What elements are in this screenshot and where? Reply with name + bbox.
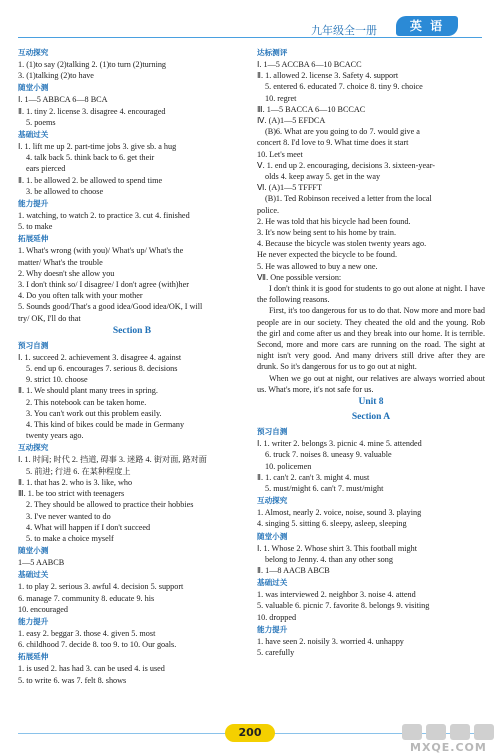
answer-line: Ⅱ. 1. tiny 2. license 3. disagree 4. encouraged: [18, 106, 166, 116]
answer-line: Ⅶ. One possible version:: [257, 272, 342, 282]
answer-line: ears pierced: [26, 164, 66, 174]
answer-line: 5. to make: [18, 222, 53, 232]
answer-line: 2. They should be allowed to practice their hobbies: [26, 500, 194, 510]
answer-line: 1. was interviewed 2. neighbor 3. noise 4. attend: [257, 590, 416, 600]
answer-line: Ⅰ. 1. lift me up 2. part-time jobs 3. give sb. a hug: [18, 142, 177, 152]
answer-line: try/ OK, I'll do that: [18, 313, 81, 323]
answer-line: Ⅰ. 1—5 ACCBA 6—10 BCACC: [257, 60, 362, 69]
answer-line: 1. have seen 2. noisily 3. worried 4. unhappy: [257, 636, 404, 646]
answer-line: Ⅱ. 1. can't 2. can't 3. might 4. must: [257, 472, 370, 482]
answer-line: 10. encouraged: [18, 604, 69, 614]
section-label: 能力提升: [257, 624, 288, 634]
answer-line: Ⅰ. 1—5 ABBCA 6—8 BCA: [18, 95, 108, 105]
answer-line: 6. truck 7. noises 8. uneasy 9. valuable: [265, 450, 392, 460]
answer-line: Ⅱ. 1. We should plant many trees in spring.: [18, 386, 158, 396]
section-label: 基础过关: [18, 570, 49, 580]
book-title: 九年级全一册: [311, 24, 377, 37]
answer-line: 2. This notebook can be taken home.: [26, 397, 147, 407]
answer-line: 4. Do you often talk with your mother: [18, 291, 143, 301]
answer-line: 2. He was told that his bicycle had been found.: [257, 216, 411, 226]
answer-line: 1. Almost, nearly 2. voice, noise, sound 3. playing: [257, 508, 422, 518]
section-label: 随堂小测: [18, 546, 49, 556]
answer-line: Ⅰ. 1. 时间; 时代 2. 挡道, 碍事 3. 迷路 4. 街对面, 路对面: [18, 455, 207, 465]
right-column: [257, 46, 485, 658]
page-number: 200: [225, 724, 275, 742]
section-label: 预习自测: [18, 340, 49, 350]
answer-line: 10. Let's meet: [257, 149, 303, 159]
section-label: 预习自测: [257, 427, 288, 437]
section-label: 拓展延伸: [18, 652, 49, 662]
answer-line: Ⅱ. 1. that has 2. who is 3. like, who: [18, 477, 133, 487]
answer-line: 1. What's wrong (with you)/ What's up/ What's the: [18, 246, 184, 256]
answer-line: 5. to write 6. was 7. felt 8. shows: [18, 675, 127, 685]
answer-line: 3. I've never wanted to do: [26, 511, 111, 521]
section-label: 随堂小测: [257, 531, 288, 541]
page-header: [0, 0, 500, 40]
answer-line: 5. carefully: [257, 647, 295, 657]
answer-line: Ⅱ. 1. be allowed 2. be allowed to spend time: [18, 175, 163, 185]
answer-line: 4. Because the bicycle was stolen twenty years ago.: [257, 239, 427, 249]
answer-line: 5. 前进; 行进 6. 在某种程度上: [26, 466, 131, 476]
answer-line: Ⅰ. 1. succeed 2. achievement 3. disagree 4. against: [18, 352, 182, 362]
answer-line: 5. end up 6. encourages 7. serious 8. decisions: [26, 364, 178, 374]
answer-line: 1. easy 2. beggar 3. those 4. given 5. most: [18, 628, 156, 638]
section-heading: Section B: [112, 325, 152, 336]
answer-line: 10. dropped: [257, 612, 297, 622]
section-label: 能力提升: [18, 616, 49, 626]
section-heading: Section A: [351, 412, 391, 423]
answer-line: 3. I don't think so/ I disagree/ I don't agree (with)her: [18, 280, 189, 290]
answer-line: Ⅴ. 1. end up 2. encouraging, decisions 3. sixteen-year-: [257, 160, 436, 170]
section-label: 达标测评: [257, 48, 288, 57]
essay-paragraph: First, it's too dangerous for us to do that. Now more and more bad people are in our society. They cheated the old and the young. Rob the girl and come after us and they break into our home. It is terrible. Second, more and more cars are running on the road. The sight at night isn't very good. And many drivers still drive after they are drunk. So it's dangerous for us to go out at night.: [257, 306, 485, 372]
answer-line: He never expected the bicycle to be found.: [257, 250, 398, 260]
answer-line: olds 4. keep away 5. get in the way: [265, 172, 381, 182]
answer-line: 4. This kind of bikes could be made in Germany: [26, 420, 185, 430]
answer-line: 3. (1)talking (2)to have: [18, 71, 94, 81]
answer-line: 3. It's now being sent to his home by train.: [257, 228, 397, 238]
answer-line: Ⅰ. 1. Whose 2. Whose shirt 3. This football might: [257, 543, 418, 553]
essay-paragraph: When we go out at night, our relatives are always worried about us. What's more, it's not safe for us.: [257, 373, 485, 394]
answer-line: 5. entered 6. educated 7. choice 8. tiny 9. choice: [265, 82, 423, 92]
section-label: 互动探究: [257, 496, 288, 506]
answer-line: Ⅲ. 1—5 BACCA 6—10 BCCAC: [257, 104, 366, 114]
answer-line: 6. childhood 7. decide 8. too 9. to 10. Our goals.: [18, 640, 177, 650]
answer-line: Ⅳ. (A)1—5 EFDCA: [257, 116, 326, 126]
section-label: 拓展延伸: [18, 234, 49, 244]
section-label: 能力提升: [18, 199, 49, 209]
answer-line: matter/ What's the trouble: [18, 257, 103, 267]
answer-line: 4. talk back 5. think back to 6. get their: [26, 153, 155, 163]
answer-line: 10. policemen: [265, 461, 312, 471]
section-label: 基础过关: [18, 130, 49, 140]
section-label: 基础过关: [257, 578, 288, 588]
answer-line: 10. regret: [265, 93, 297, 103]
answer-line: Ⅱ. 1—8 AACB ABCB: [257, 565, 330, 575]
answer-line: 1. watching, to watch 2. to practice 3. cut 4. finished: [18, 211, 190, 221]
answer-line: belong to Jenny. 4. than any other song: [265, 554, 393, 564]
answer-line: 5. must/might 6. can't 7. must/might: [265, 483, 384, 493]
answer-line: 5. valuable 6. picnic 7. favorite 8. belongs 9. visiting: [257, 601, 430, 611]
answer-line: 1. (1)to say (2)talking 2. (1)to turn (2)turning: [18, 60, 167, 69]
answer-line: 1. is used 2. has had 3. can be used 4. is used: [18, 664, 165, 674]
watermark-text: MXQE.COM: [410, 741, 487, 754]
section-label: 随堂小测: [18, 83, 49, 93]
section-heading: Unit 8: [358, 397, 384, 408]
answer-line: 3. You can't work out this problem easily.: [26, 408, 162, 418]
answer-line: (B)1. Ted Robinson received a letter from the local: [265, 194, 432, 204]
answer-line: 2. Why doesn't she allow you: [18, 268, 115, 278]
answer-line: police.: [257, 205, 280, 215]
answer-line: 5. He was allowed to buy a new one.: [257, 261, 378, 271]
answer-line: Ⅵ. (A)1—5 TFFFT: [257, 183, 322, 193]
answer-line: 5. to make a choice myself: [26, 533, 114, 543]
answer-line: 4. What will happen if I don't succeed: [26, 522, 151, 532]
answer-line: Ⅱ. 1. allowed 2. license 3. Safety 4. support: [257, 71, 399, 81]
answer-line: Ⅰ. 1. writer 2. belongs 3. picnic 4. mine 5. attended: [257, 439, 422, 449]
answer-line: 5. poems: [26, 117, 56, 127]
answer-line: 5. Sounds good/That's a good idea/Good idea/OK, I will: [18, 302, 203, 312]
answer-line: (B)6. What are you going to do 7. would give a: [265, 127, 420, 137]
answer-line: twenty years ago.: [26, 431, 84, 441]
answer-line: 1—5 AABCB: [18, 558, 65, 568]
answer-line: 6. manage 7. community 8. educate 9. his: [18, 593, 155, 603]
header-divider: [18, 37, 482, 38]
left-column: [18, 46, 246, 686]
answer-line: Ⅲ. 1. be too strict with teenagers: [18, 489, 125, 499]
essay-paragraph: I don't think it is good for students to go out alone at night. I have the following reasons.: [257, 284, 485, 305]
section-label: 互动探究: [18, 48, 49, 57]
subject-badge: 英 语: [396, 16, 458, 36]
answer-line: 3. be allowed to choose: [26, 186, 104, 196]
section-label: 互动探究: [18, 443, 49, 453]
answer-line: 1. to play 2. serious 3. awful 4. decision 5. support: [18, 582, 184, 592]
answer-line: 4. singing 5. sitting 6. sleepy, asleep, sleeping: [257, 519, 407, 529]
answer-line: 9. strict 10. choose: [26, 375, 88, 385]
answer-line: concert 8. I'd love to 9. What time does it start: [257, 138, 409, 148]
